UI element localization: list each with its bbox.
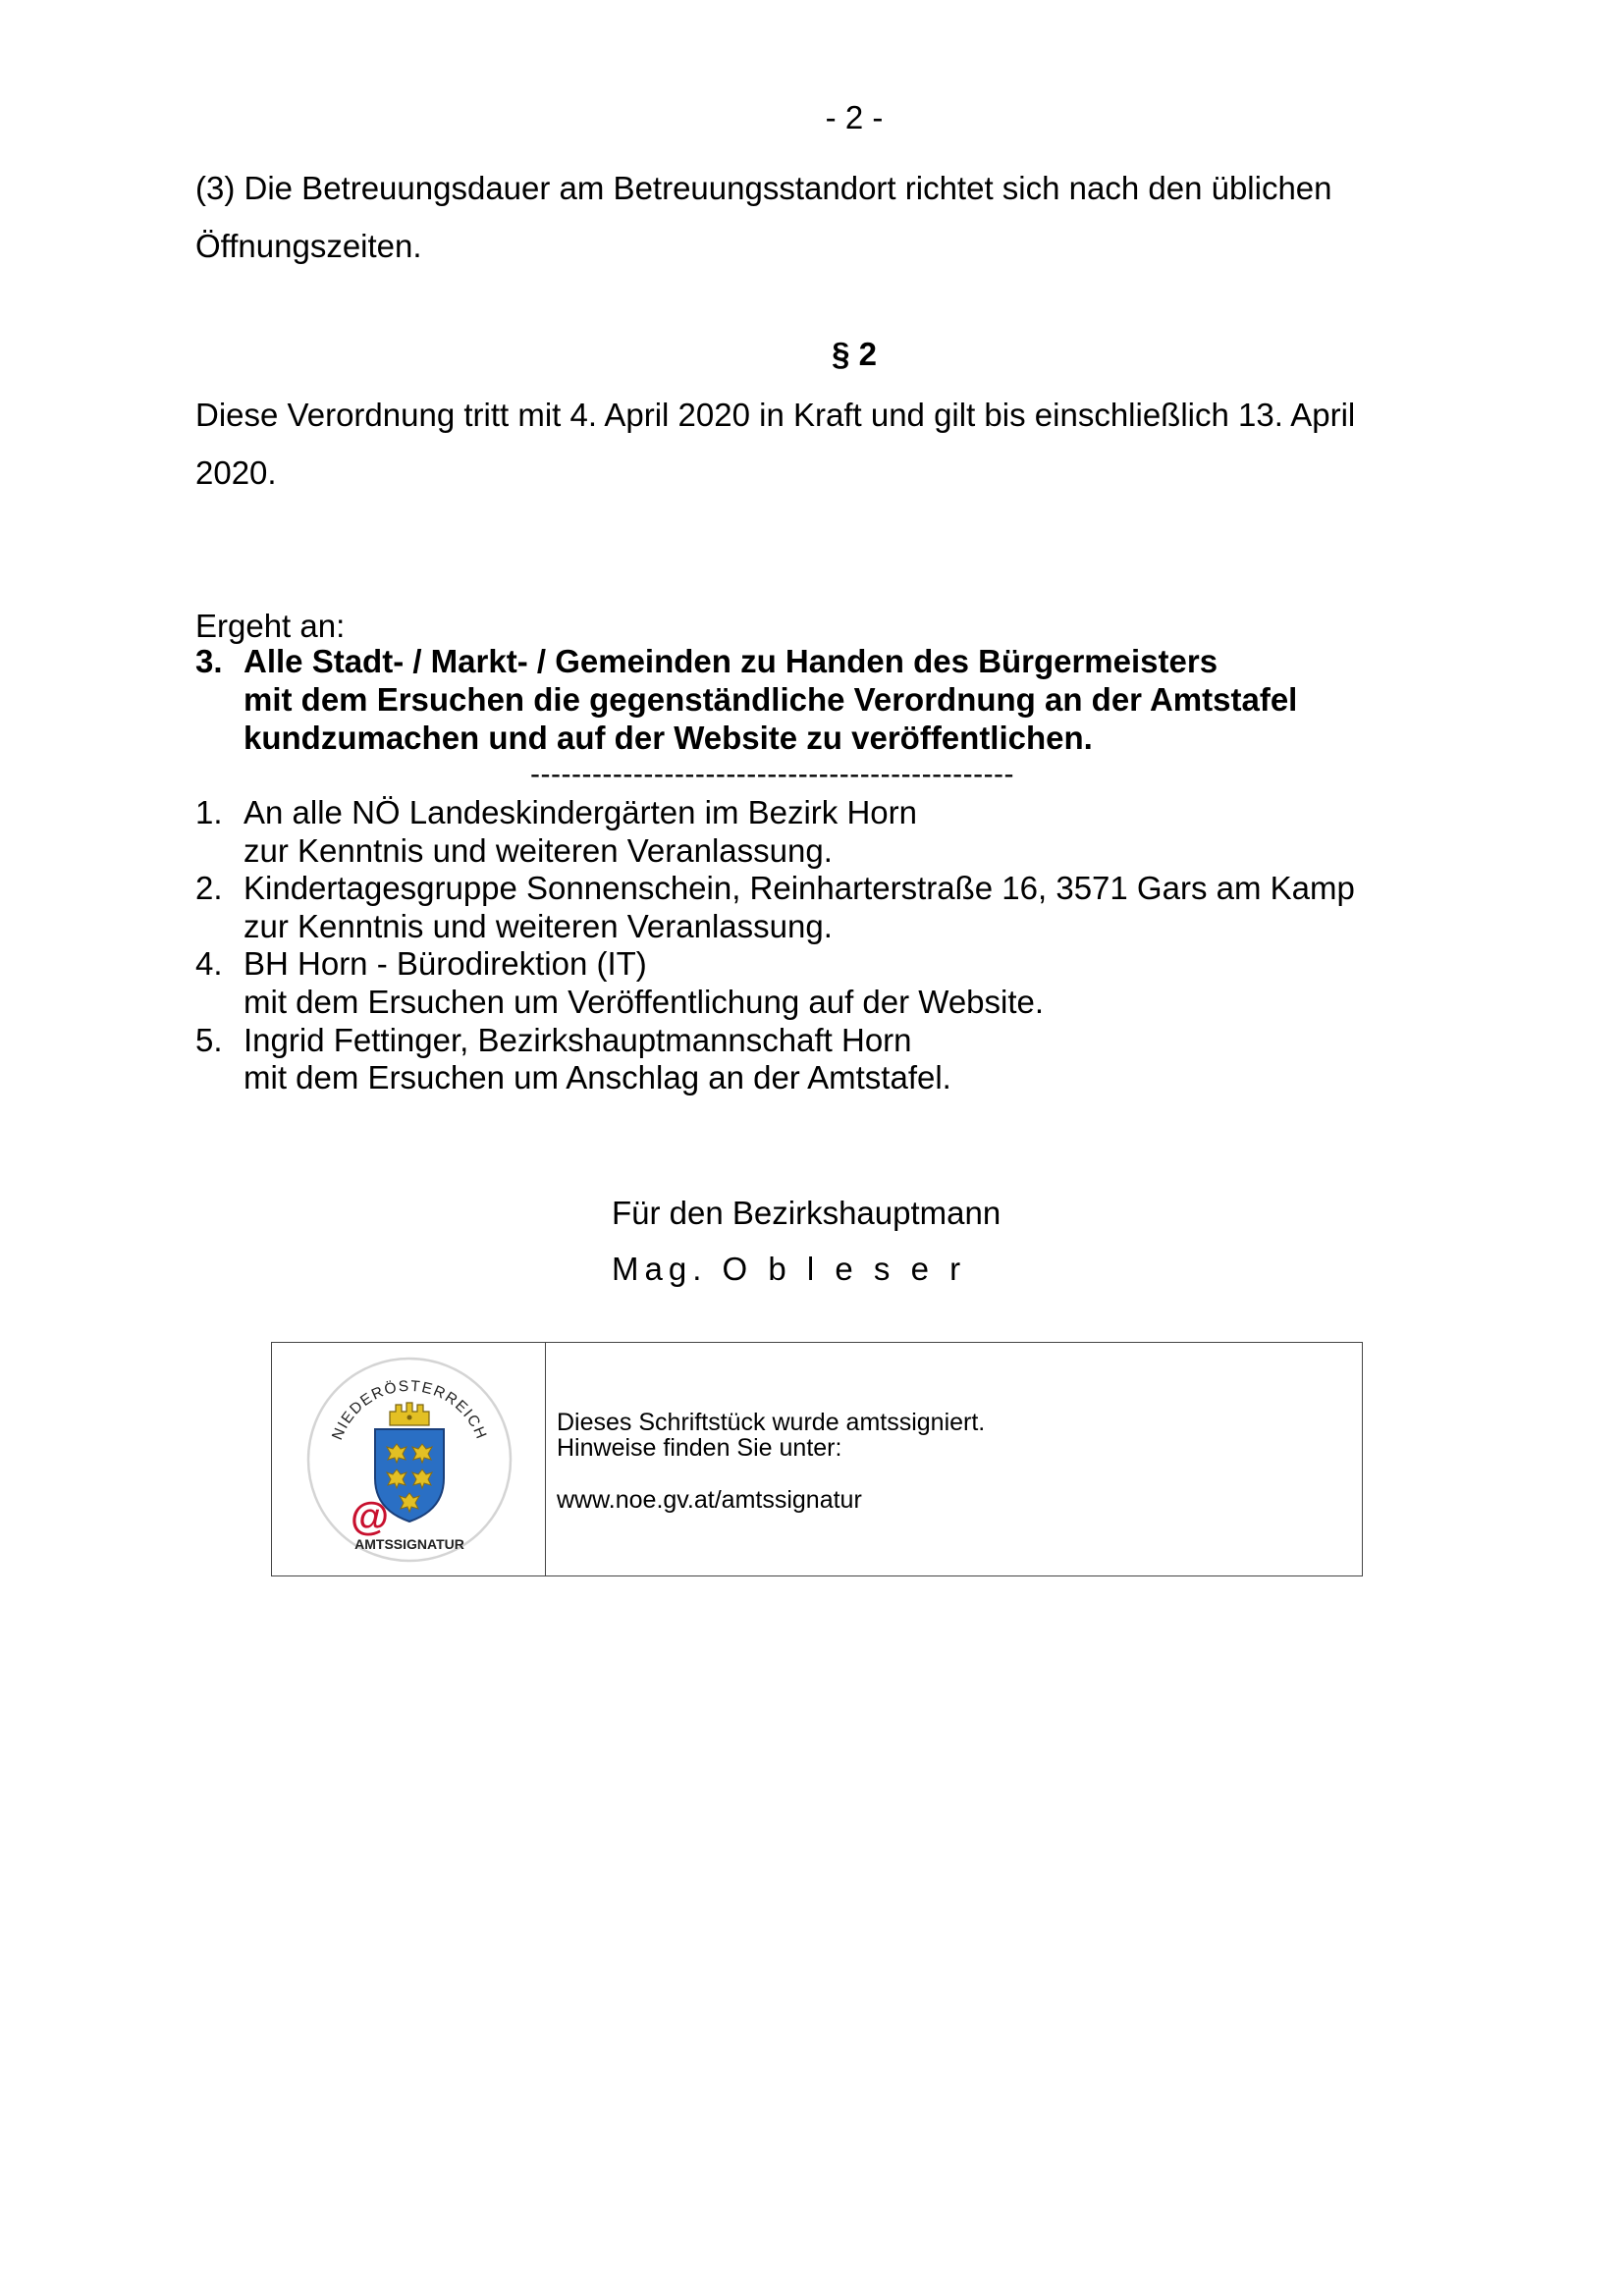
amtssignatur-seal-icon: [298, 1355, 520, 1565]
recipient-line: Ingrid Fettinger, Bezirkshauptmannschaft Horn: [244, 1021, 912, 1058]
recipient-line: kundzumachen und auf der Website zu veröffentlichen.: [244, 720, 1093, 756]
recipient-line: mit dem Ersuchen die gegenständliche Verordnung an der Amtstafel: [244, 681, 1298, 718]
list-number: 2.: [195, 870, 223, 907]
list-item: [195, 1022, 1521, 1097]
list-number: 4.: [195, 945, 223, 983]
signature-url: www.noe.gv.at/amtssignatur: [557, 1486, 862, 1514]
recipient-line: BH Horn - Bürodirektion (IT): [244, 945, 647, 983]
list-number: 5.: [195, 1021, 223, 1058]
paragraph-line: 2020.: [195, 454, 277, 491]
paragraph-line: Öffnungszeiten.: [195, 228, 422, 264]
recipient-line: zur Kenntnis und weiteren Veranlassung.: [244, 907, 833, 944]
list-number: 1.: [195, 794, 223, 830]
signatory-name: Mag. O b l e s e r: [612, 1251, 967, 1287]
svg-text:AMTSSIGNATUR: AMTSSIGNATUR: [354, 1536, 464, 1552]
paragraph-effective-date: [195, 386, 1472, 502]
signature-block: [612, 1185, 1001, 1297]
recipient-line: mit dem Ersuchen um Anschlag an der Amtstafel.: [244, 1059, 951, 1096]
recipient-line: An alle NÖ Landeskindergärten im Bezirk Horn: [244, 794, 917, 830]
list-item: [195, 794, 1521, 870]
paragraph-line: Diese Verordnung tritt mit 4. April 2020 in Kraft und gilt bis einschließlich 13. April: [195, 397, 1356, 433]
signature-hint: Hinweise finden Sie unter:: [557, 1434, 842, 1462]
primary-recipient: [195, 642, 1472, 757]
svg-text:NIEDERÖSTERREICH: NIEDERÖSTERREICH: [329, 1377, 490, 1443]
recipient-line: zur Kenntnis und weiteren Veranlassung.: [244, 831, 833, 869]
section-heading: § 2: [832, 336, 877, 372]
signature-info-cell: [546, 1343, 1362, 1575]
svg-text:@: @: [351, 1495, 390, 1538]
list-item: [195, 945, 1521, 1021]
list-item: [195, 870, 1521, 945]
paragraph-opening-hours: [195, 159, 1472, 275]
recipient-line: Alle Stadt- / Markt- / Gemeinden zu Handen des Bürgermeisters: [244, 643, 1218, 679]
signature-seal-cell: [272, 1343, 546, 1575]
distribution-heading: Ergeht an:: [195, 608, 346, 644]
signature-notice: Dieses Schriftstück wurde amtssigniert.: [557, 1409, 986, 1436]
paragraph-line: (3) Die Betreuungsdauer am Betreuungsstandort richtet sich nach den üblichen: [195, 170, 1332, 206]
official-signature-box: [271, 1342, 1363, 1576]
recipient-list: [195, 794, 1521, 1097]
page-number: - 2 -: [825, 99, 884, 135]
recipient-line: mit dem Ersuchen um Veröffentlichung auf der Website.: [244, 983, 1045, 1020]
dashed-divider: -----------------------------------------------: [530, 758, 1015, 790]
recipient-line: Kindertagesgruppe Sonnenschein, Reinharterstraße 16, 3571 Gars am Kamp: [244, 870, 1355, 907]
signature-on-behalf: Für den Bezirkshauptmann: [612, 1195, 1001, 1231]
list-number: 3.: [195, 643, 223, 679]
